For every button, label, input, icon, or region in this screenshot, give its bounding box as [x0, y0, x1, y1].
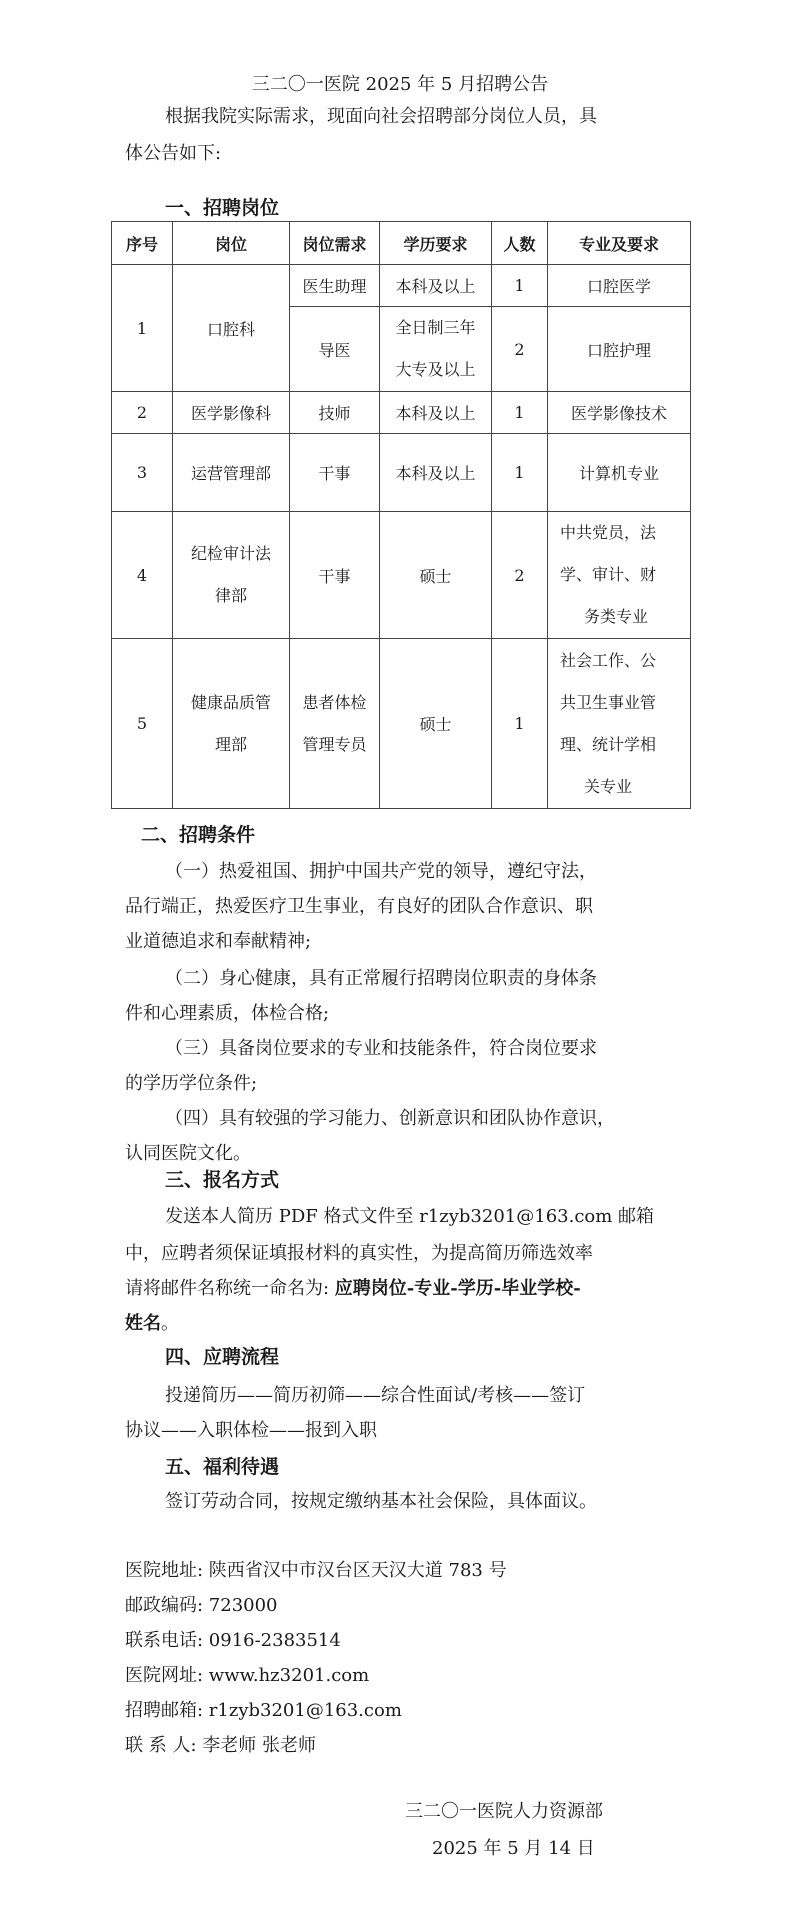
cell-education: [380, 307, 492, 392]
section-heading-conditions: 二、招聘条件: [141, 824, 256, 846]
cell-education: 本科及以上: [380, 434, 492, 512]
cell-text-line: 全日制三年: [395, 318, 476, 337]
cell-text-line: 律部: [214, 586, 247, 605]
condition-line: 件和心理素质，体检合格;: [125, 1003, 330, 1024]
page-title: 三二〇一医院 2025 年 5 月招聘公告: [251, 74, 549, 95]
table-row: [112, 265, 691, 307]
cell-text-line: 患者体检: [302, 692, 367, 712]
signature-date: 2025 年 5 月 14 日: [432, 1838, 595, 1859]
cell-text-line: 健康品质管: [190, 692, 271, 712]
contact-phone: 联系电话: 0916-2383514: [125, 1630, 341, 1651]
signature-org: 三二〇一医院人力资源部: [405, 1801, 603, 1822]
application-line: [125, 1312, 179, 1336]
cell-text-line: 共卫生事业管: [560, 692, 657, 712]
cell-text-line: 学、审计、财: [560, 565, 657, 584]
cell-education: 硕士: [380, 639, 492, 809]
cell-text-line: 大专及以上: [395, 360, 476, 379]
cell-count: 1: [492, 265, 548, 307]
cell-text-line: 理部: [214, 734, 247, 754]
cell-major: [548, 512, 691, 639]
email-subject-format: 应聘岗位-专业-学历-毕业学校-: [334, 1278, 581, 1299]
application-line: 中，应聘者须保证填报材料的真实性，为提高简历筛选效率: [125, 1243, 593, 1264]
table-row: [112, 512, 691, 639]
contact-postcode: 邮政编码: 723000: [125, 1595, 278, 1616]
application-line: [125, 1277, 581, 1301]
section-heading-positions: 一、招聘岗位: [165, 197, 280, 219]
condition-line: 品行端正，热爱医疗卫生事业，有良好的团队合作意识、职: [125, 896, 593, 917]
cell-major: [548, 639, 691, 809]
process-line: 投递简历——简历初筛——综合性面试/考核——签订: [165, 1385, 586, 1406]
cell-text-line: 关专业: [584, 776, 633, 796]
table-row: [112, 639, 691, 809]
cell-text-line: 管理专员: [302, 734, 367, 754]
application-line: 发送本人简历 PDF 格式文件至 r1zyb3201@163.com 邮箱: [165, 1206, 655, 1227]
col-header-major: 专业及要求: [548, 222, 691, 265]
cell-dept: 医学影像科: [173, 392, 290, 434]
cell-need: 导医: [290, 307, 380, 392]
cell-education: 本科及以上: [380, 392, 492, 434]
table-header-row: [112, 222, 691, 265]
application-text: 请将邮件名称统一命名为:: [125, 1278, 335, 1299]
contact-website: 医院网址: www.hz3201.com: [125, 1665, 370, 1686]
contact-person: 联 系 人: 李老师 张老师: [125, 1735, 316, 1756]
col-header-count: 人数: [492, 222, 548, 265]
cell-education: 硕士: [380, 512, 492, 639]
intro-line: 体公告如下:: [125, 143, 222, 164]
col-header-education: 学历要求: [380, 222, 492, 265]
condition-line: 业道德追求和奉献精神;: [125, 931, 312, 952]
section-heading-application: 三、报名方式: [165, 1169, 280, 1191]
cell-text-line: 务类专业: [584, 607, 649, 626]
cell-text-line: 中共党员，法: [560, 523, 657, 542]
cell-text-line: 纪检审计法: [190, 544, 271, 563]
section-heading-benefits: 五、福利待遇: [165, 1456, 280, 1478]
positions-table: [111, 221, 691, 809]
cell-no: 1: [112, 265, 173, 392]
cell-need: [290, 639, 380, 809]
cell-count: 1: [492, 434, 548, 512]
cell-education: 本科及以上: [380, 265, 492, 307]
cell-need: 干事: [290, 512, 380, 639]
condition-line: （四）具有较强的学习能力、创新意识和团队协作意识，: [165, 1108, 615, 1129]
cell-count: 1: [492, 392, 548, 434]
email-subject-format-end: 姓名: [125, 1313, 161, 1334]
cell-need: 技师: [290, 392, 380, 434]
cell-count: 2: [492, 307, 548, 392]
cell-major: 口腔医学: [548, 265, 691, 307]
condition-line: 认同医院文化。: [125, 1143, 251, 1164]
section-heading-process: 四、应聘流程: [165, 1346, 280, 1368]
cell-major: 口腔护理: [548, 307, 691, 392]
cell-need: 干事: [290, 434, 380, 512]
condition-line: （三）具备岗位要求的专业和技能条件，符合岗位要求: [165, 1038, 597, 1059]
cell-dept: [173, 512, 290, 639]
condition-line: （一）热爱祖国、拥护中国共产党的领导，遵纪守法，: [165, 861, 597, 882]
cell-count: 2: [492, 512, 548, 639]
cell-count: 1: [492, 639, 548, 809]
col-header-no: 序号: [112, 222, 173, 265]
cell-major: 计算机专业: [548, 434, 691, 512]
process-line: 协议——入职体检——报到入职: [125, 1420, 377, 1441]
contact-email: 招聘邮箱: r1zyb3201@163.com: [125, 1700, 402, 1721]
intro-line: 根据我院实际需求，现面向社会招聘部分岗位人员，具: [165, 106, 597, 127]
application-text: 。: [161, 1313, 179, 1334]
cell-dept: 运营管理部: [173, 434, 290, 512]
cell-dept: [173, 639, 290, 809]
table-row: [112, 434, 691, 512]
cell-text-line: 理、统计学相: [560, 734, 657, 754]
col-header-need: 岗位需求: [290, 222, 380, 265]
benefits-line: 签订劳动合同，按规定缴纳基本社会保险，具体面议。: [165, 1491, 597, 1512]
cell-no: 3: [112, 434, 173, 512]
cell-no: 5: [112, 639, 173, 809]
col-header-position: 岗位: [173, 222, 290, 265]
contact-address: 医院地址: 陕西省汉中市汉台区天汉大道 783 号: [125, 1560, 507, 1581]
condition-line: （二）身心健康，具有正常履行招聘岗位职责的身体条: [165, 968, 597, 989]
cell-need: 医生助理: [290, 265, 380, 307]
condition-line: 的学历学位条件;: [125, 1073, 258, 1094]
cell-text-line: 社会工作、公: [560, 650, 657, 670]
table-row: [112, 392, 691, 434]
cell-dept: 口腔科: [173, 265, 290, 392]
cell-no: 4: [112, 512, 173, 639]
cell-no: 2: [112, 392, 173, 434]
cell-major: 医学影像技术: [548, 392, 691, 434]
